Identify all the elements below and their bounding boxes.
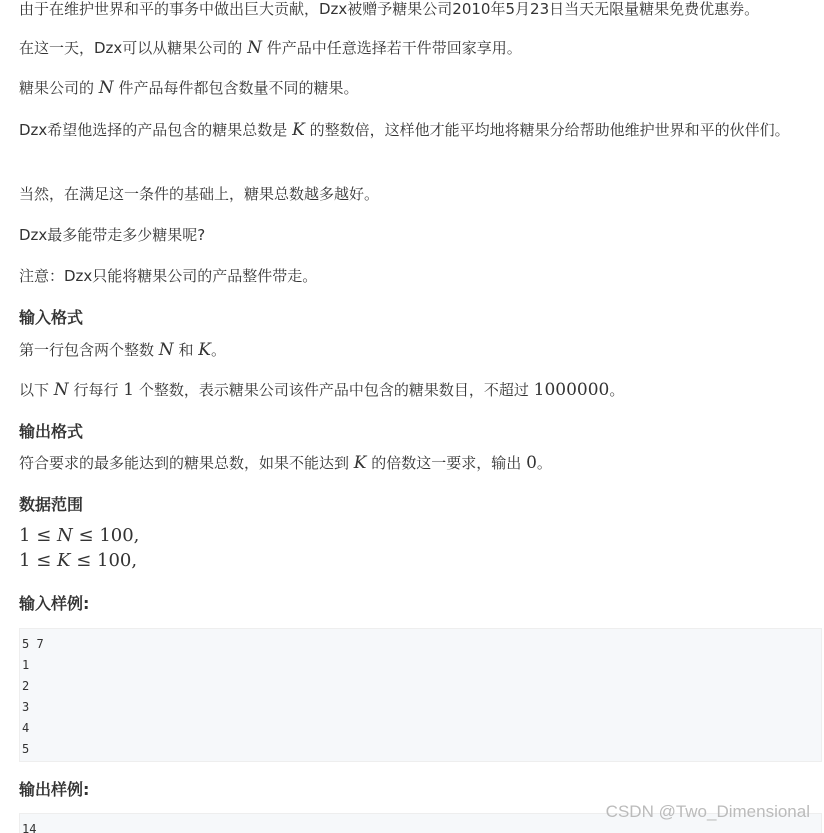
choice-paragraph: 在这一天，Dzx可以从糖果公司的 N 件产品中任意选择若干件带回家享用。 [19,38,522,58]
sample-input-heading: 输入样例: [19,594,90,613]
data-range-heading: 数据范围 [19,495,84,514]
problem-statement [19,0,822,833]
csdn-watermark: CSDN @Two_Dimensional [605,802,810,821]
var-n: N [98,78,114,98]
code-line: 2 [22,679,30,693]
intro-paragraph: 由于在维护世界和平的事务中做出巨大贡献，Dzx被赠予糖果公司2010年5月23日当天无限量糖果免费优惠券。 [19,0,760,18]
var-k: K [353,453,367,473]
var-n: N [53,380,69,400]
note-paragraph: 注意：Dzx只能将糖果公司的产品整件带走。 [19,267,318,285]
multiple-paragraph: Dzx希望他选择的产品包含的糖果总数是 K 的整数倍，这样他才能平均地将糖果分给帮助他维护世界和平的伙伴们。 [19,120,790,140]
one-number: 1 [123,380,135,400]
output-format-heading: 输出格式 [19,422,84,441]
range-k: 1 ≤ K ≤ 100, [19,550,138,571]
sample-input-code [19,628,822,762]
range-n: 1 ≤ N ≤ 100, [19,525,140,546]
code-line: 4 [22,721,30,735]
sample-output-heading: 输出样例: [19,780,90,799]
var-n: N [247,38,262,58]
var-n: N [158,340,174,360]
max-candies: 1000000 [533,380,610,400]
maximize-paragraph: 当然，在满足这一条件的基础上，糖果总数越多越好。 [19,185,380,203]
var-k: K [198,340,211,360]
var-k: K [292,120,305,140]
input-format-heading: 输入格式 [19,308,84,327]
question-paragraph: Dzx最多能带走多少糖果呢? [19,226,206,244]
input-format-line-1: 第一行包含两个整数 N 和 K。 [19,340,226,360]
zero-number: 0 [526,453,537,473]
code-line: 14 [22,822,37,833]
code-line: 5 [22,742,30,756]
code-line: 3 [22,700,30,714]
code-line: 5 7 [22,637,44,651]
output-format-line: 符合要求的最多能达到的糖果总数，如果不能达到 K 的倍数这一要求，输出 0。 [19,453,552,473]
code-line: 1 [22,658,30,672]
product-paragraph: 糖果公司的 N 件产品每件都包含数量不同的糖果。 [19,78,359,98]
input-format-line-2: 以下 N 行每行 1 个整数，表示糖果公司该件产品中包含的糖果数目，不超过 1000000。 [19,380,625,400]
